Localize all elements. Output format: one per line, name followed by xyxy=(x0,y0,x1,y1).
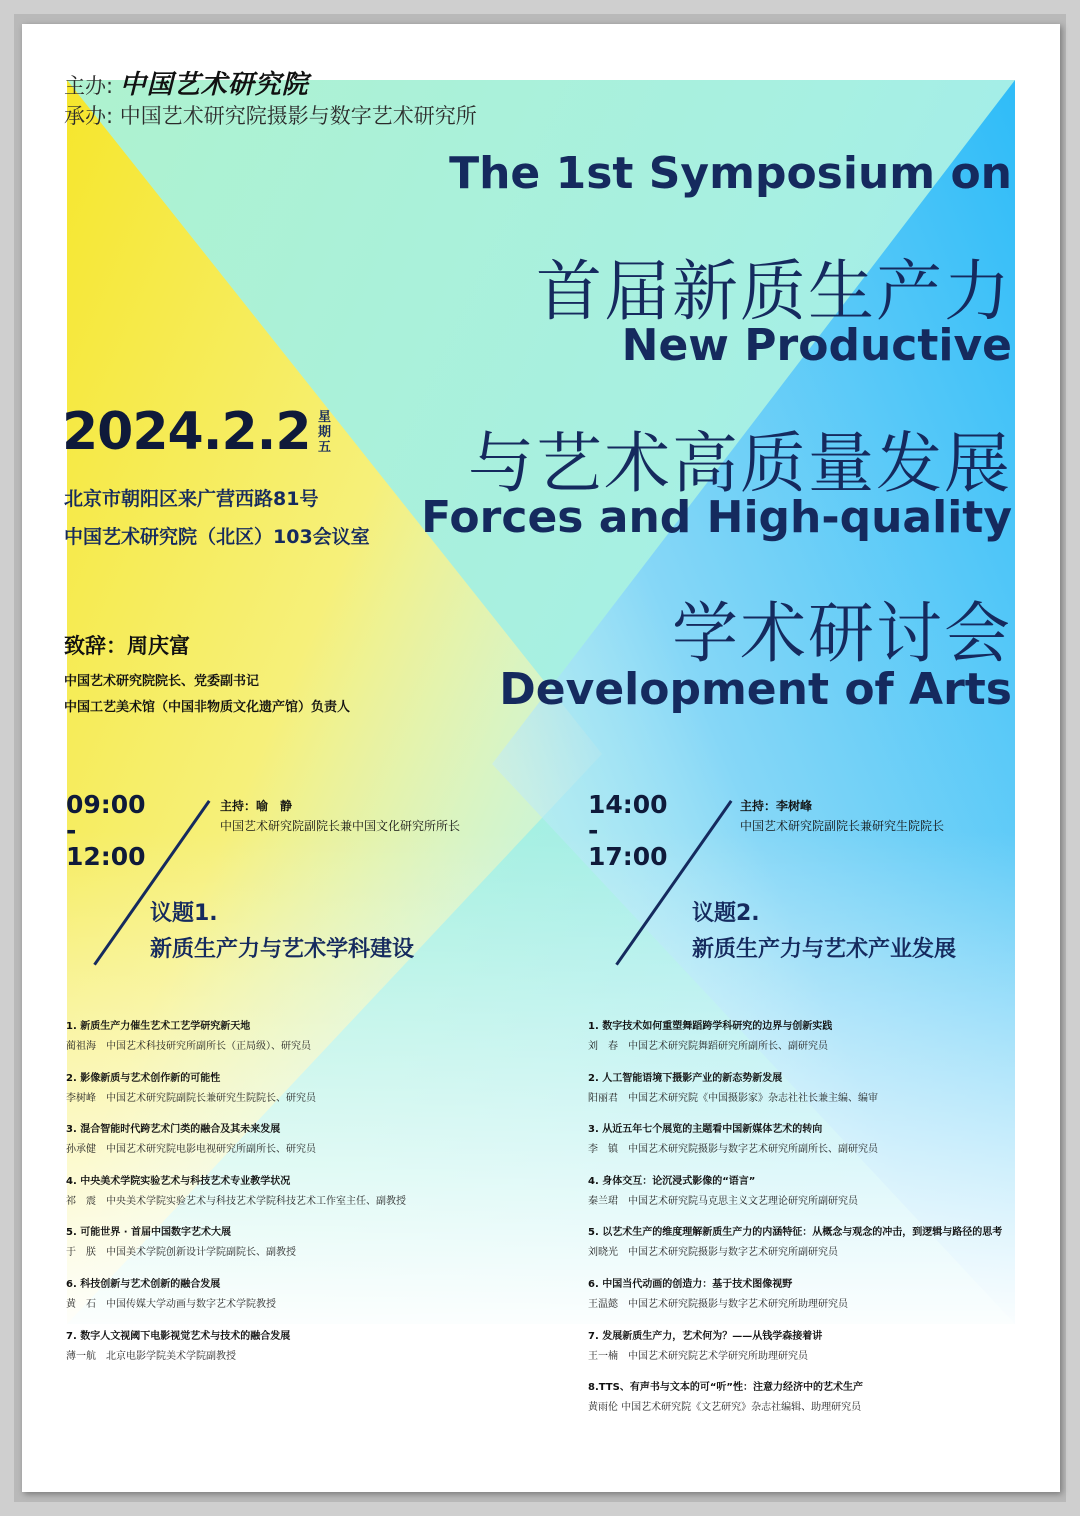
talk-item xyxy=(66,1120,316,1155)
session2-time xyxy=(588,792,668,870)
host-logo: 中国艺术研究院 xyxy=(119,70,309,100)
talk-item xyxy=(66,1223,296,1258)
session1-topic-title: 新质生产力与艺术学科建设 xyxy=(150,937,415,962)
talk-speaker: 祁 震 中央美术学院实验艺术与科技艺术学院科技艺术工作室主任、副教授 xyxy=(66,1195,406,1207)
talk-title: 5. 以艺术生产的维度理解新质生产力的内涵特征：从概念与观念的冲击，到逻辑与路径的思考 xyxy=(588,1227,1003,1239)
session1-time xyxy=(66,792,146,870)
talk-item xyxy=(588,1069,878,1104)
talk-title: 2. 影像新质与艺术创作新的可能性 xyxy=(66,1072,221,1084)
session2-topic xyxy=(692,896,956,968)
title-en-line4: Development of Arts xyxy=(499,664,1012,715)
talk-title: 7. 发展新质生产力，艺术何为？——从钱学森接着讲 xyxy=(588,1330,823,1342)
title-cn-line3: 学术研讨会 xyxy=(672,595,1012,672)
session1-host: 主持：喻 静 xyxy=(220,799,293,813)
talk-item xyxy=(588,1275,848,1310)
co-host-name: 中国艺术研究院摄影与数字艺术研究所 xyxy=(119,104,477,128)
session2-start: 14:00 xyxy=(588,790,668,819)
talk-speaker: 刘 春 中国艺术研究院舞蹈研究所副所长、副研究员 xyxy=(588,1041,828,1052)
talk-speaker: 孙承健 中国艺术研究院电影电视研究所副所长、研究员 xyxy=(66,1144,316,1156)
event-weekday: 星期五 xyxy=(318,410,332,455)
co-host-label: 承办: xyxy=(64,104,114,128)
host-line xyxy=(64,64,309,101)
talk-title: 7. 数字人文视阈下电影视觉艺术与技术的融合发展 xyxy=(66,1330,291,1342)
session2-end: 17:00 xyxy=(588,842,668,871)
talk-speaker: 王温懿 中国艺术研究院摄影与数字艺术研究所助理研究员 xyxy=(588,1299,848,1310)
talk-speaker: 黄雨伦 中国艺术研究院《文艺研究》杂志社编辑、助理研究员 xyxy=(588,1402,862,1414)
title-en-line3: Forces and High-quality xyxy=(421,492,1012,543)
talk-title: 4. 中央美术学院实验艺术与科技艺术专业教学状况 xyxy=(66,1175,291,1187)
talk-item xyxy=(66,1172,406,1207)
talk-title: 3. 混合智能时代跨艺术门类的融合及其未来发展 xyxy=(66,1124,281,1136)
session1-end: 12:00 xyxy=(66,842,146,871)
talk-title: 3. 从近五年七个展览的主题看中国新媒体艺术的转向 xyxy=(588,1124,823,1136)
talk-item xyxy=(66,1327,290,1362)
talk-title: 4. 身体交互：论沉浸式影像的“语言” xyxy=(588,1175,756,1187)
talk-speaker: 阳丽君 中国艺术研究院《中国摄影家》杂志社社长兼主编、编审 xyxy=(588,1092,878,1104)
session2-topic-no: 议题2. xyxy=(692,901,760,926)
talk-item xyxy=(588,1017,832,1052)
session2-topic-title: 新质生产力与艺术产业发展 xyxy=(692,937,957,962)
talk-title: 6. 科技创新与艺术创新的融合发展 xyxy=(66,1279,221,1290)
talk-item xyxy=(588,1120,878,1155)
talk-title: 8.TTS、有声书与文本的可“听”性：注意力经济中的艺术生产 xyxy=(588,1382,863,1394)
talk-speaker: 李 镇 中国艺术研究院摄影与数字艺术研究所副所长、副研究员 xyxy=(588,1144,878,1156)
talk-item xyxy=(588,1327,822,1362)
talk-item xyxy=(66,1017,311,1052)
venue-address: 北京市朝阳区来广营西路81号 xyxy=(64,488,319,510)
talk-speaker: 薄一航 北京电影学院美术学院副教授 xyxy=(66,1350,236,1362)
session2-host: 主持：李树峰 xyxy=(740,799,813,813)
session2-dash: - xyxy=(588,816,599,845)
session1-start: 09:00 xyxy=(66,790,146,819)
venue-room: 中国艺术研究院（北区）103会议室 xyxy=(64,526,370,548)
talk-speaker: 李树峰 中国艺术研究院副院长兼研究生院院长、研究员 xyxy=(66,1092,316,1104)
talk-speaker: 刘晓光 中国艺术研究院摄影与数字艺术研究所副研究员 xyxy=(588,1247,838,1259)
speech-role-2: 中国工艺美术馆（中国非物质文化遗产馆）负责人 xyxy=(64,700,351,715)
session1-host-title: 中国艺术研究院副院长兼中国文化研究所所长 xyxy=(220,819,461,833)
session1-topic xyxy=(150,896,414,968)
event-date: 2024.2.2 xyxy=(62,402,311,462)
session1-dash: - xyxy=(66,816,77,845)
talk-title: 2. 人工智能语境下摄影产业的新态势新发展 xyxy=(588,1072,783,1084)
talk-speaker: 于 朕 中国美术学院创新设计学院副院长、副教授 xyxy=(66,1247,296,1259)
speech-title: 致辞：周庆富 xyxy=(64,634,190,658)
speech-role-1: 中国艺术研究院院长、党委副书记 xyxy=(64,674,260,689)
title-cn-line2: 与艺术高质量发展 xyxy=(468,425,1012,502)
session1-topic-no: 议题1. xyxy=(150,901,218,926)
talk-item xyxy=(66,1275,276,1310)
talk-item xyxy=(588,1378,863,1413)
session2-host-title: 中国艺术研究院副院长兼研究生院院长 xyxy=(740,819,945,833)
title-cn-line1: 首届新质生产力 xyxy=(536,253,1012,330)
talk-speaker: 黄 石 中国传媒大学动画与数字艺术学院教授 xyxy=(66,1299,276,1310)
talk-item xyxy=(66,1069,316,1104)
talk-title: 6. 中国当代动画的创造力：基于技术图像视野 xyxy=(588,1279,793,1290)
poster xyxy=(22,24,1060,1492)
talk-speaker: 秦兰珺 中国艺术研究院马克思主义文艺理论研究所副研究员 xyxy=(588,1195,858,1207)
talk-item xyxy=(588,1172,858,1207)
talk-speaker: 蔺祖海 中国艺术科技研究所副所长（正局级）、研究员 xyxy=(66,1041,311,1052)
talk-title: 1. 数字技术如何重塑舞蹈跨学科研究的边界与创新实践 xyxy=(588,1021,833,1032)
talk-title: 1. 新质生产力催生艺术工艺学研究新天地 xyxy=(66,1021,251,1032)
host-label: 主办: xyxy=(64,74,114,98)
talk-speaker: 王一楠 中国艺术研究院艺术学研究所助理研究员 xyxy=(588,1350,808,1362)
talk-item xyxy=(588,1223,1002,1258)
title-en-line1: The 1st Symposium on xyxy=(449,148,1012,199)
title-en-line2: New Productive xyxy=(621,320,1012,371)
co-host-line xyxy=(64,100,477,130)
talk-title: 5. 可能世界 · 首届中国数字艺术大展 xyxy=(66,1227,231,1239)
